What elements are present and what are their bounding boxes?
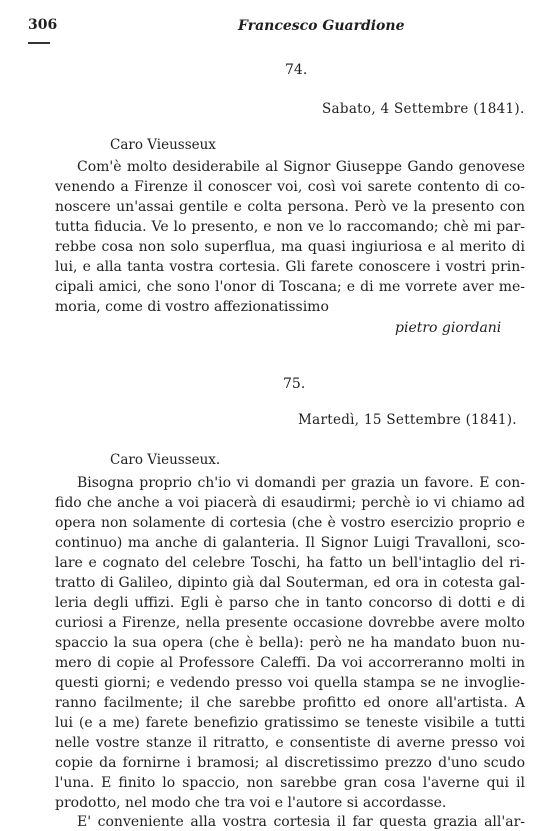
text-line: leria degli uffizi. Egli è parso che in tanto concorso di dotti e di [55, 595, 525, 611]
text-line: curiosi a Firenze, nella presente occasione dovrebbe avere molto [55, 615, 525, 631]
text-line: l'una. E finito lo spaccio, non sarebbe gran cosa l'averne qui il [55, 775, 525, 791]
text-line: copie da fornirne i bramosi; al discretissimo prezzo d'uno scudo [55, 755, 525, 771]
text-line: lare e cognato del celebre Toschi, ha fatto un bell'intaglio del ri- [55, 555, 525, 571]
text-line: moria, come di vostro affezionatissimo [55, 299, 329, 315]
text-line: venendo a Firenze il conoscer voi, così voi sarete contento di co- [55, 179, 525, 195]
running-head: Francesco Guardione [238, 18, 405, 34]
text-line: fido che anche a voi piacerà di esaudirmi; perchè io vi chiamo ad [55, 495, 525, 511]
text-line: E' conveniente alla vostra cortesia il far questa grazia all'ar- [77, 814, 525, 830]
text-line: prodotto, nel modo che tra voi e l'autore si accordasse. [55, 795, 447, 811]
signature: pietro giordani [395, 320, 502, 336]
text-line: lui, e alla tanta vostra cortesia. Gli farete conoscere i vostri prin- [55, 259, 525, 275]
text-line: rebbe cosa non solo superflua, ma quasi ingiuriosa e al merito di [55, 239, 525, 255]
text-line: Com'è molto desiderabile al Signor Giuseppe Gando genovese [77, 159, 525, 175]
letter-number: 74. [285, 62, 308, 78]
text-line: lui (e a me) farete benefizio gratissimo se teneste visibile a tutti [55, 715, 525, 731]
text-line: Bisogna proprio ch'io vi domandi per grazia un favore. E con- [77, 475, 525, 491]
text-line: mero di copie al Professore Caleffi. Da voi accorreranno molti in [55, 655, 525, 671]
text-line: nelle vostre stanze il ritratto, e consentiste di averne presso voi [55, 735, 525, 751]
text-line: questi giorni; e vedendo presso voi quella stampa se ne invoglie- [55, 675, 525, 691]
page-number: 306 [28, 17, 58, 33]
text-line: cipali amici, che sono l'onor di Toscana; e di me vorrete aver me- [55, 279, 525, 295]
page-number-rule [28, 42, 50, 44]
letter-salutation: Caro Vieusseux [110, 137, 216, 153]
letter-number: 75. [283, 376, 306, 392]
text-line: spaccio la sua opera (che è bella): però ne ha mandato buon nu- [55, 635, 525, 651]
text-line: tratto di Galileo, dipinto già dal Souterman, ed ora in cotesta gal- [55, 575, 525, 591]
text-line: tutta fiducia. Ve lo presento, e non ve lo raccomando; chè mi par- [55, 219, 525, 235]
letter-date: Martedì, 15 Settembre (1841). [298, 412, 517, 428]
text-line: opera non solamente di cortesia (che è vostro esercizio proprio e [55, 515, 525, 531]
text-line: continuo) ma anche di galanteria. Il Signor Luigi Travalloni, sco- [55, 535, 525, 551]
text-line: noscere un'assai gentile e colta persona. Però ve la presento con [55, 199, 525, 215]
letter-salutation: Caro Vieusseux. [110, 452, 221, 468]
text-line: ranno facilmente; il che sarebbe profitto ed onore all'artista. A [55, 695, 525, 711]
letter-date: Sabato, 4 Settembre (1841). [322, 101, 525, 117]
